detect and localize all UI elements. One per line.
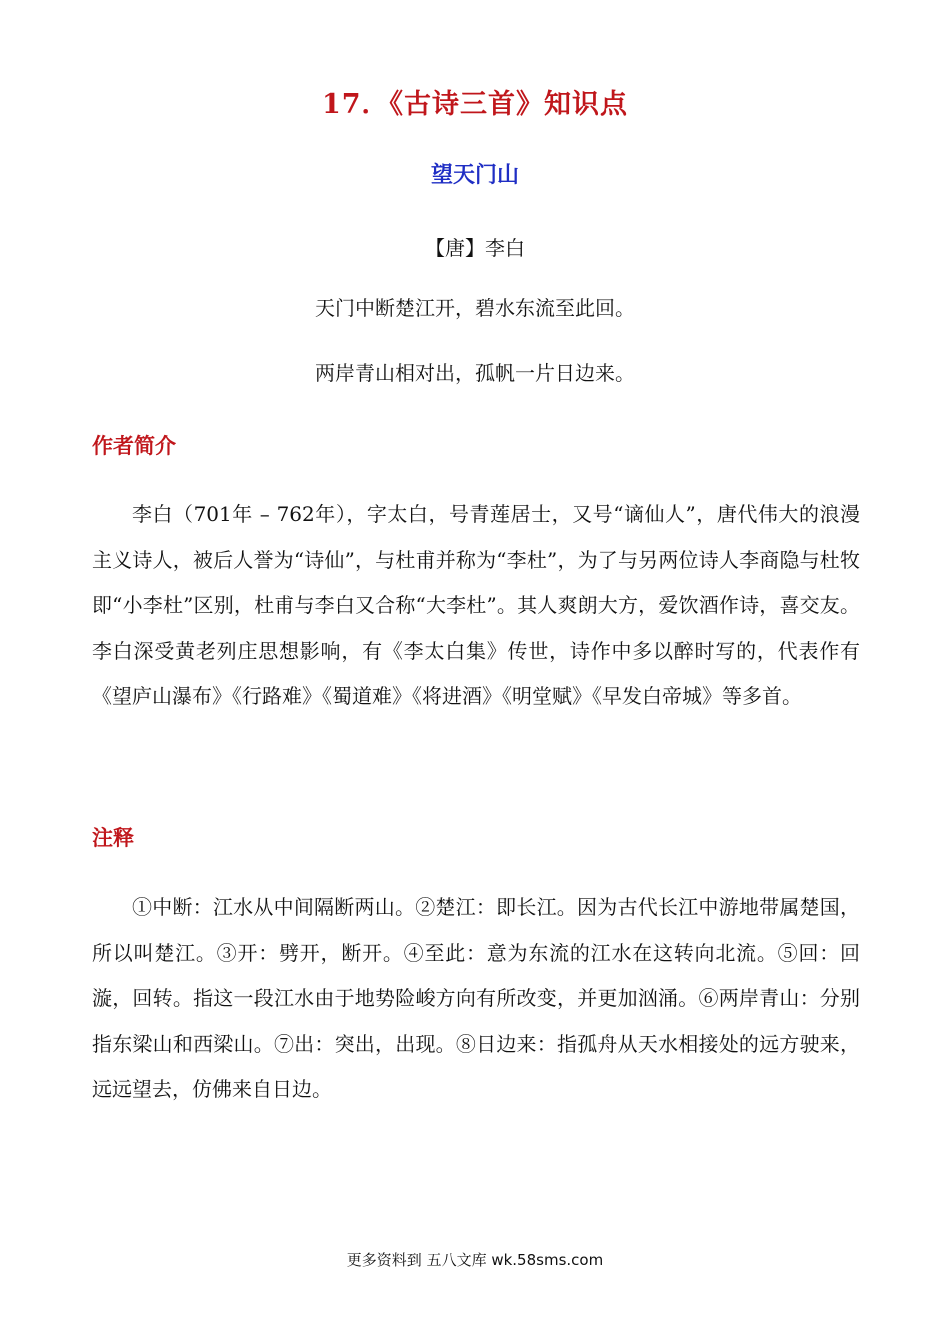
poem-author: 【唐】李白 — [425, 236, 525, 260]
section-heading-notes: 注释 — [92, 825, 134, 850]
poem-line-1: 天门中断楚江开，碧水东流至此回。 — [315, 296, 635, 320]
poem-line-2: 两岸青山相对出，孤帆一片日边来。 — [315, 361, 635, 385]
notes-paragraph: ①中断：江水从中间隔断两山。②楚江：即长江。因为古代长江中游地带属楚国，所以叫楚江。③开：劈开，断开。④至此：意为东流的江水在这转向北流。⑤回：回漩，回转。指这一段江水由于地势险峻方向有所改变，并更加汹涌。⑥两岸青山：分别指东梁山和西梁山。⑦出：突出，出现。⑧日边来：指孤舟从天水相接处的远方驶来，远远望去，仿佛来自日边。 — [92, 895, 860, 1101]
section-heading-author-intro: 作者简介 — [92, 433, 176, 458]
page-title: 17．《古诗三首》知识点 — [321, 89, 629, 120]
poem-title: 望天门山 — [430, 162, 519, 188]
footer-text: 更多资料到 五八文库 wk.58sms.com — [346, 1251, 604, 1269]
author-intro-paragraph: 李白（701年 – 762年），字太白，号青莲居士，又号“谪仙人”，唐代伟大的浪漫主义诗人，被后人誉为“诗仙”，与杜甫并称为“李杜”，为了与另两位诗人李商隐与杜牧即“小李杜”区别，杜甫与李白又合称“大李杜”。其人爽朗大方，爱饮酒作诗，喜交友。李白深受黄老列庄思想影响，有《李太白集》传世，诗作中多以醉时写的，代表作有《望庐山瀑布》《行路难》《蜀道难》《将进酒》《明堂赋》《早发白帝城》等多首。 — [92, 502, 860, 708]
